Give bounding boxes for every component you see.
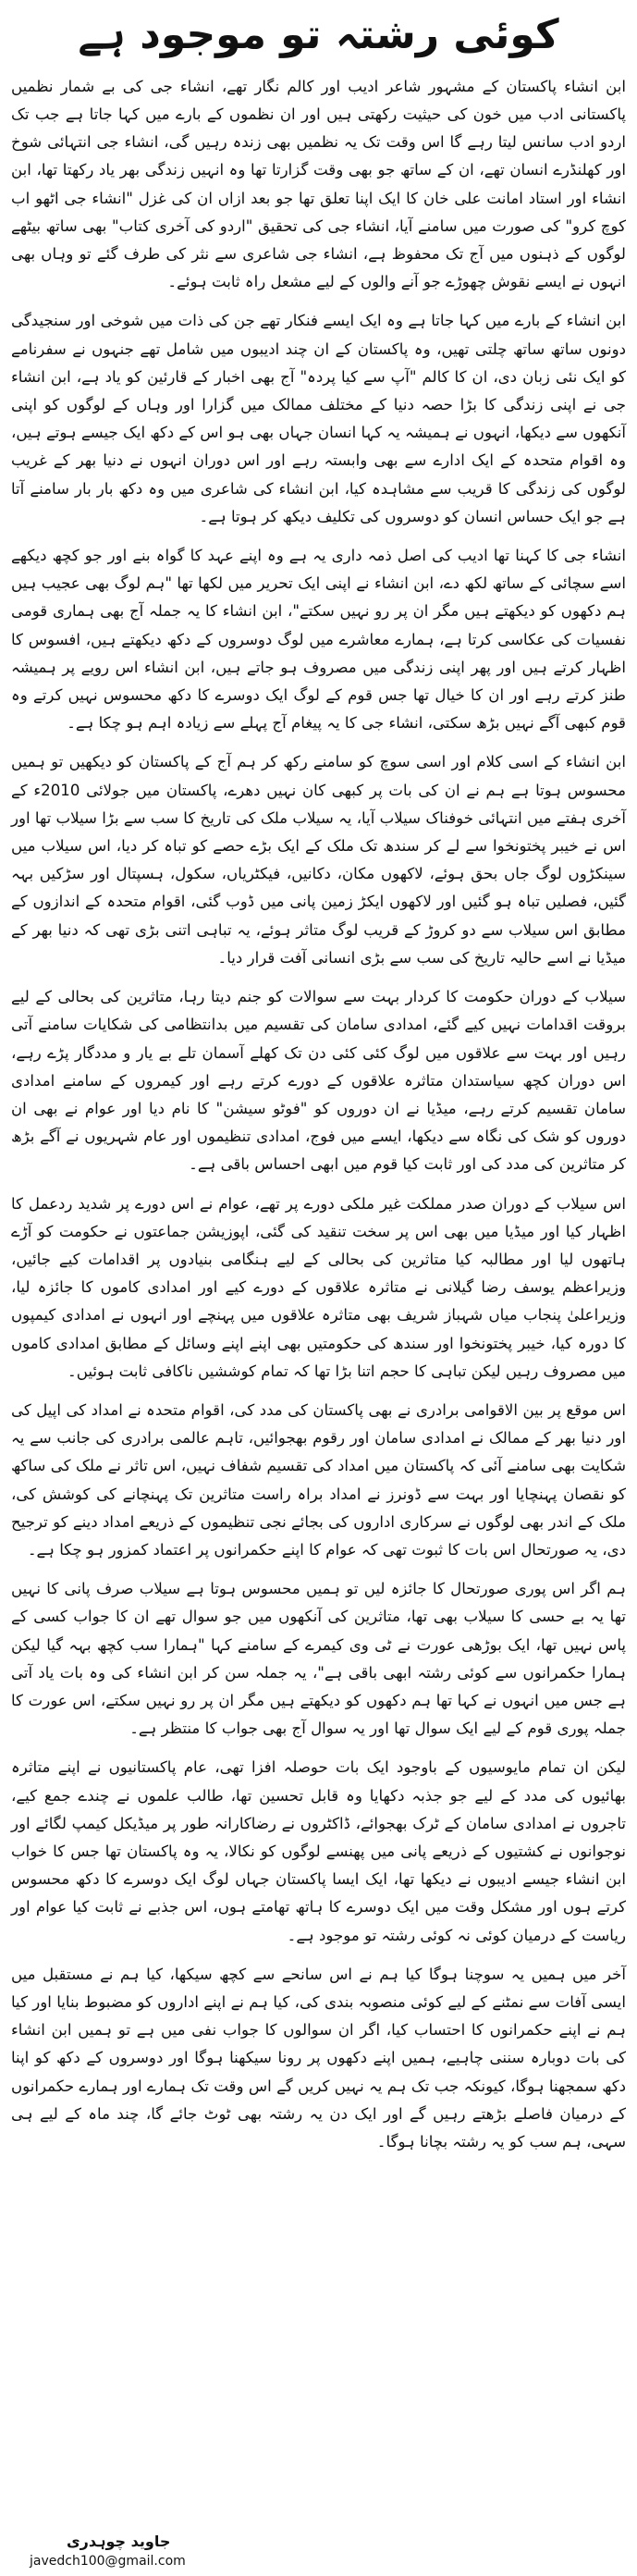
paragraph: اس موقع پر بین الاقوامی برادری نے بھی پاکستان کی مدد کی، اقوام متحدہ نے امداد کی اپیل کی اور دنیا بھر کے ممالک نے امدادی سامان اور رقوم بھجوائیں، تاہم عالمی برادری کی جانب سے یہ شکایت بھی سامنے آئی کہ پاکستان میں امداد کی تقسیم شفاف نہیں، اس تاثر نے ملک کی ساکھ کو نقصان پہنچایا اور بہت سے ڈونرز نے امداد براہ راست متاثرین تک پہنچانے کی کوشش کی، ملک کے اندر بھی لوگوں نے سرکاری اداروں کی بجائے نجی تنظیموں کے ذریعے امداد دینے کو ترجیح دی، یہ صورتحال اس بات کا ثبوت تھی کہ عوام کا اپنے حکمرانوں پر اعتماد کمزور ہو چکا ہے۔	[11, 1400, 626, 1559]
paragraph: انشاء جی کا کہنا تھا ادیب کی اصل ذمہ داری یہ ہے وہ اپنے عہد کا گواہ بنے اور جو کچھ دیکھے اسے سچائی کے ساتھ لکھ دے، ابن انشاء نے اپنی ایک تحریر میں لکھا تھا "ہم لوگ بھی عجیب ہیں ہم دکھوں کو دیکھتے ہیں مگر ان پر رو نہیں سکتے"، ابن انشاء کا یہ جملہ آج بھی ہماری قومی نفسیات کی عکاسی کرتا ہے، ہمارے معاشرے میں لوگ دوسروں کے دکھ دیکھتے ہیں، افسوس کا اظہار کرتے ہیں اور پھر اپنی زندگی میں مصروف ہو جاتے ہیں، ابن انشاء اس رویے پر ہمیشہ طنز کرتے رہے اور ان کا خیال تھا جس قوم کے لوگ ایک دوسرے کا دکھ محسوس نہیں کرتے وہ قوم کبھی آگے نہیں بڑھ سکتی، انشاء جی کا یہ پیغام آج پہلے سے زیادہ اہم ہو چکا ہے۔	[11, 547, 626, 733]
paragraph: اس سیلاب کے دوران صدر مملکت غیر ملکی دورے پر تھے، عوام نے اس دورے پر شدید ردعمل کا اظہار کیا اور میڈیا میں بھی اس پر سخت تنقید کی گئی، اپوزیشن جماعتوں نے حکومت کو آڑے ہاتھوں لیا اور مطالبہ کیا متاثرین کی بحالی کے لیے ہنگامی بنیادوں پر اقدامات کیے جائیں، وزیراعظم یوسف رضا گیلانی نے متاثرہ علاقوں کے دورے کیے اور امدادی کاموں کا جائزہ لیا، وزیراعلیٰ پنجاب میاں شہباز شریف بھی متاثرہ علاقوں میں پہنچے اور انہوں نے امدادی کیمپوں کا دورہ کیا، خیبر پختونخوا اور سندھ کی حکومتیں بھی اپنے اپنے وسائل کے مطابق امدادی کاموں میں مصروف رہیں لیکن تباہی کا حجم اتنا بڑا تھا کہ تمام کوششیں ناکافی ثابت ہوئیں۔	[11, 1194, 626, 1380]
paragraph: ہم اگر اس پوری صورتحال کا جائزہ لیں تو ہمیں محسوس ہوتا ہے سیلاب صرف پانی کا نہیں تھا یہ بے حسی کا سیلاب بھی تھا، متاثرین کی آنکھوں میں جو سوال تھے ان کا جواب کسی کے پاس نہیں تھا، ایک بوڑھی عورت نے ٹی وی کیمرے کے سامنے کہا "ہمارا سب کچھ بہہ گیا لیکن ہمارا حکمرانوں سے کوئی رشتہ ابھی باقی ہے"، یہ جملہ سن کر ابن انشاء کی وہ بات یاد آتی ہے جس میں انہوں نے کہا تھا ہم دکھوں کو دیکھتے ہیں مگر ان پر رو نہیں سکتے، اس عورت کا جملہ پوری قوم کے لیے ایک سوال تھا اور یہ سوال آج بھی جواب کا منتظر ہے۔	[11, 1580, 626, 1738]
article-footer	[11, 2533, 626, 2569]
paragraph: لیکن ان تمام مایوسیوں کے باوجود ایک بات حوصلہ افزا تھی، عام پاکستانیوں نے اپنے متاثرہ بھائیوں کی مدد کے لیے جو جذبہ دکھایا وہ قابل تحسین تھا، طالب علموں نے چندے جمع کیے، تاجروں نے امدادی سامان کے ٹرک بھجوائے، ڈاکٹروں نے رضاکارانہ طور پر میڈیکل کیمپ لگائے اور نوجوانوں نے کشتیوں کے ذریعے پانی میں پھنسے لوگوں کو نکالا، یہ وہ پاکستان تھا جس کا خواب ابن انشاء جیسے ادیبوں نے دیکھا تھا، ایک ایسا پاکستان جہاں لوگ ایک دوسرے کا دکھ محسوس کرتے ہوں اور مشکل وقت میں ایک دوسرے کا ہاتھ تھامتے ہوں، اس جذبے نے ثابت کیا عوام اور ریاست کے درمیان کوئی نہ کوئی رشتہ تو موجود ہے۔	[11, 1758, 626, 1944]
article-body	[11, 73, 626, 2156]
paragraph: ابن انشاء کے بارے میں کہا جاتا ہے وہ ایک ایسے فنکار تھے جن کی ذات میں شوخی اور سنجیدگی دونوں ساتھ ساتھ چلتی تھیں، وہ پاکستان کے ان چند ادیبوں میں شامل تھے جنہوں نے سفرنامے کو ایک نئی زبان دی، ان کا کالم "آپ سے کیا پردہ" آج بھی اخبار کے قارئین کو یاد ہے، ابن انشاء جی نے اپنی زندگی کا بڑا حصہ دنیا کے مختلف ممالک میں گزارا اور وہاں کے لوگوں کو اپنی آنکھوں سے دیکھا، انہوں نے ہمیشہ یہ کہا انسان جہاں بھی ہو اس کے دکھ ایک جیسے ہوتے ہیں، وہ اقوام متحدہ کے ایک ادارے سے بھی وابستہ رہے اور اس دوران انہوں نے دنیا بھر کے غریب لوگوں کی زندگی کا قریب سے مشاہدہ کیا، ابن انشاء کی شاعری میں وہ دکھ بار بار سامنے آتا ہے جو ایک حساس انسان کو دوسروں کی تکلیف دیکھ کر ہوتا ہے۔	[11, 312, 626, 525]
paragraph: سیلاب کے دوران حکومت کا کردار بہت سے سوالات کو جنم دیتا رہا، متاثرین کی بحالی کے لیے بروقت اقدامات نہیں کیے گئے، امدادی سامان کی تقسیم میں بدانتظامی کی شکایات سامنے آتی رہیں اور بہت سے علاقوں میں لوگ کئی کئی دن تک کھلے آسمان تلے بے یار و مددگار پڑے رہے، اس دوران کچھ سیاستدان متاثرہ علاقوں کے دورے کرتے رہے اور کیمروں کے سامنے امدادی سامان تقسیم کرتے رہے، میڈیا نے ان دوروں کو "فوٹو سیشن" کا نام دیا اور عوام نے بھی ان دوروں کو شک کی نگاہ سے دیکھا، ایسے میں فوج، امدادی تنظیموں اور عام شہریوں نے آگے بڑھ کر متاثرین کی مدد کی اور ثابت کیا قوم میں ابھی احساس باقی ہے۔	[11, 988, 626, 1174]
paragraph: ابن انشاء پاکستان کے مشہور شاعر ادیب اور کالم نگار تھے، انشاء جی کی بے شمار نظمیں پاکستانی ادب میں خون کی حیثیت رکھتی ہیں اور ان نظموں کے بارے میں کہا جاتا ہے جب تک اردو ادب سانس لیتا رہے گا اس وقت تک یہ نظمیں بھی زندہ رہیں گی، انشاء جی انتہائی شوخ اور کھلنڈرے انسان تھے، ان کے ساتھ جو بھی وقت گزارتا تھا وہ انہیں زندگی بھر یاد رکھتا تھا، ابن انشاء اور استاد امانت علی خان کا ایک اپنا تعلق تھا جو بعد ازاں ان کی غزل "انشاء جی اٹھو اب کوچ کرو" کی صورت میں سامنے آیا، انشاء جی کی تحقیق "اردو کی آخری کتاب" بھی ساتھ بیٹھے لوگوں کے ذہنوں میں آج تک محفوظ ہے، انشاء جی شاعری سے نثر کی طرف گئے تو وہاں بھی انہوں نے ایسے نقوش چھوڑے جو آنے والوں کے لیے مشعل راہ ثابت ہوئے۔	[11, 77, 626, 291]
author-name: جاوید چوہدری	[67, 2533, 171, 2550]
article-headline: کوئی رشتہ تو موجود ہے	[78, 11, 559, 58]
paragraph: ابن انشاء کے اسی کلام اور اسی سوچ کو سامنے رکھ کر ہم آج کے پاکستان کو دیکھیں تو ہمیں محسوس ہوتا ہے ہم نے ان کی بات پر کبھی کان نہیں دھرے، پاکستان میں جولائی 2010ء کے آخری ہفتے میں انتہائی خوفناک سیلاب آیا، یہ سیلاب ملک کی تاریخ کا سب سے بڑا سیلاب تھا اور اس نے خیبر پختونخوا سے لے کر سندھ تک ملک کے ایک بڑے حصے کو تباہ کر دیا، اس سیلاب میں سینکڑوں لوگ جاں بحق ہوئے، لاکھوں مکان، دکانیں، فیکٹریاں، سکول، ہسپتال اور سڑکیں بہہ گئیں، فصلیں تباہ ہو گئیں اور لاکھوں ایکڑ زمین پانی میں ڈوب گئی، اقوام متحدہ کے اندازوں کے مطابق اس سیلاب سے دو کروڑ کے قریب لوگ متاثر ہوئے، یہ تباہی اتنی بڑی تھی کہ دنیا بھر کے میڈیا نے اسے حالیہ تاریخ کی سب سے بڑی انسانی آفت قرار دیا۔	[11, 753, 627, 967]
author-email[interactable]: javedch100@gmail.com	[30, 2554, 186, 2569]
paragraph: آخر میں ہمیں یہ سوچنا ہوگا کیا ہم نے اس سانحے سے کچھ سیکھا، کیا ہم نے مستقبل میں ایسی آفات سے نمٹنے کے لیے کوئی منصوبہ بندی کی، کیا ہم نے اپنے اداروں کو مضبوط بنایا اور کیا ہم نے اپنے حکمرانوں کا احتساب کیا، اگر ان سوالوں کا جواب نفی میں ہے تو ہمیں ابن انشاء کی بات دوبارہ سننی چاہیے، ہمیں اپنے دکھوں پر رونا سیکھنا ہوگا اور دوسروں کے دکھ کو اپنا دکھ سمجھنا ہوگا، کیونکہ جب تک ہم یہ نہیں کریں گے اس وقت تک ہمارے اور ہمارے حکمرانوں کے درمیان فاصلے بڑھتے رہیں گے اور ایک دن یہ رشتہ بھی ٹوٹ جائے گا، چند ماہ کے لیے ہی سہی، ہم سب کو یہ رشتہ بچانا ہوگا۔	[11, 1965, 626, 2151]
